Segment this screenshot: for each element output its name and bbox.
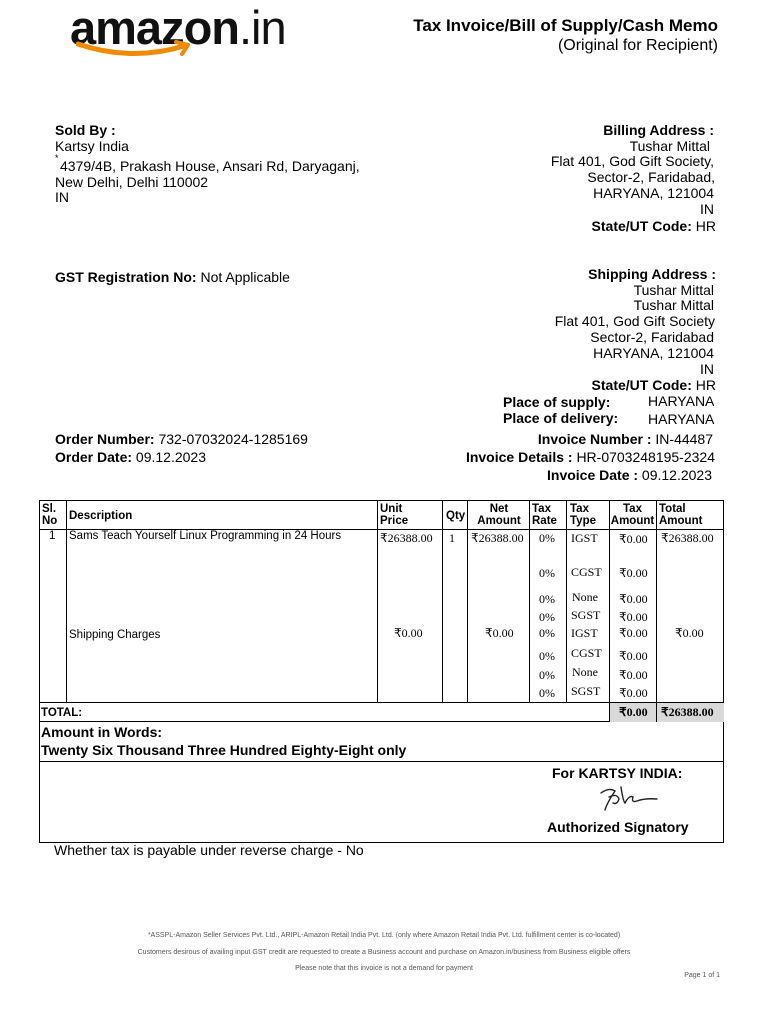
- invoice-title: Tax Invoice/Bill of Supply/Cash Memo: [413, 16, 718, 35]
- billing-state-label: State/UT Code:: [591, 218, 692, 234]
- item-tax-amount: ₹0.00: [619, 610, 648, 624]
- gst-value: Not Applicable: [200, 269, 290, 285]
- invoice-number-value: IN-44487: [655, 431, 713, 447]
- footer-gst-note: Customers desirous of availing input GST credit are requested to create a Business account and purchase on Amazon.in/business from Business eligible offers: [137, 949, 631, 956]
- total-label: TOTAL:: [41, 707, 83, 719]
- header-net-amount: Net Amount: [477, 503, 521, 527]
- item-tax-type: SGST: [571, 608, 601, 622]
- footer-disclaimer: *ASSPL-Amazon Seller Services Pvt. Ltd., ARIPL-Amazon Retail India Pvt. Ltd. (only where Amazon Retail India Pvt. Ltd. fulfillment center is co-located): [147, 932, 621, 939]
- billing-line: Tushar Mittal: [629, 138, 710, 154]
- invoice-date-value: 09.12.2023: [641, 467, 712, 483]
- for-seller-label: For KARTSY INDIA:: [552, 765, 683, 781]
- seller-address-line1: 4379/4B, Prakash House, Ansari Rd, Daryaganj,: [60, 158, 360, 174]
- reverse-charge-note: Whether tax is payable under reverse charge - No: [54, 842, 364, 858]
- order-date-label: Order Date:: [55, 449, 133, 465]
- item-tax-amount: ₹0.00: [619, 592, 648, 606]
- invoice-details-value: HR-0703248195-2324: [576, 449, 715, 465]
- logo-brand: amazon: [70, 1, 239, 54]
- item-sl-no: 1: [49, 530, 56, 542]
- order-number: [55, 431, 308, 447]
- shipping-total-amount: ₹0.00: [675, 626, 704, 640]
- place-of-supply-label: Place of supply:: [503, 394, 611, 410]
- shipping-tax-amount: ₹0.00: [619, 626, 648, 640]
- invoice-date: [547, 467, 712, 483]
- amazon-logo: [70, 2, 285, 62]
- item-qty: 1: [449, 531, 455, 545]
- billing-line: IN: [700, 201, 714, 217]
- logo-tld: .in: [239, 1, 286, 54]
- amount-in-words-label: Amount in Words:: [41, 724, 163, 740]
- item-tax-rate: 0%: [539, 566, 555, 580]
- shipping-tax-type: IGST: [571, 626, 598, 640]
- shipping-line: Flat 401, God Gift Society: [554, 313, 715, 329]
- billing-state: [592, 218, 716, 234]
- item-tax-type: CGST: [571, 565, 602, 579]
- amount-in-words-box: [39, 722, 724, 762]
- item-net-amount: ₹26388.00: [471, 531, 524, 545]
- shipping-tax-type: SGST: [571, 684, 601, 698]
- shipping-tax-type: CGST: [571, 646, 602, 660]
- shipping-tax-amount: ₹0.00: [619, 668, 648, 682]
- header-description: Description: [69, 510, 133, 522]
- invoice-number-label: Invoice Number :: [537, 431, 652, 447]
- billing-line: HARYANA, 121004: [593, 185, 714, 201]
- order-date: [55, 449, 206, 465]
- shipping-state: [592, 377, 716, 393]
- item-tax-rate: 0%: [539, 531, 555, 545]
- smile-arrow-icon: [76, 40, 196, 60]
- place-of-supply-value: HARYANA: [648, 393, 715, 409]
- shipping-address-label: Shipping Address :: [588, 266, 716, 282]
- shipping-line: Tushar Mittal: [633, 282, 714, 298]
- shipping-net-amount: ₹0.00: [485, 626, 514, 640]
- invoice-number: [538, 431, 713, 447]
- shipping-state-label: State/UT Code:: [591, 377, 692, 393]
- shipping-line: Sector-2, Faridabad: [590, 329, 714, 345]
- shipping-tax-amount: ₹0.00: [619, 686, 648, 700]
- seller-name: Kartsy India: [55, 138, 129, 154]
- billing-address-label: Billing Address :: [603, 122, 714, 138]
- header-tax-amount: Tax Amount: [610, 503, 655, 527]
- seller-star: *: [55, 153, 59, 163]
- billing-line: Sector-2, Faridabad,: [587, 169, 715, 185]
- gst-label: GST Registration No:: [55, 269, 197, 285]
- header-tax-type: Tax Type: [570, 503, 596, 527]
- item-tax-rate: 0%: [539, 610, 555, 624]
- order-number-label: Order Number:: [55, 431, 155, 447]
- shipping-charges-description: Shipping Charges: [69, 629, 161, 641]
- shipping-tax-rate: 0%: [539, 626, 555, 640]
- gst-registration: [55, 269, 290, 285]
- seller-address-line2: New Delhi, Delhi 110002: [55, 174, 209, 190]
- shipping-line: Tushar Mittal: [633, 297, 714, 313]
- items-table: [39, 500, 724, 722]
- item-tax-amount: ₹0.00: [619, 566, 648, 580]
- authorized-signatory-label: Authorized Signatory: [547, 819, 689, 835]
- header-total-amount: Total Amount: [659, 503, 703, 527]
- total-tax-amount: ₹0.00: [619, 705, 648, 719]
- item-unit-price: ₹26388.00: [380, 531, 433, 545]
- amount-in-words-value: Twenty Six Thousand Three Hundred Eighty-Eight only: [41, 742, 407, 758]
- header-tax-rate: Tax Rate: [532, 503, 557, 527]
- billing-state-value: HR: [695, 218, 716, 234]
- item-tax-type: None: [572, 590, 598, 604]
- place-of-delivery-value: HARYANA: [648, 411, 715, 427]
- header-unit-price: Unit Price: [380, 503, 409, 527]
- shipping-tax-rate: 0%: [539, 668, 555, 682]
- signature-image: [595, 783, 665, 813]
- footer-payment-note: Please note that this invoice is not a demand for payment: [295, 965, 473, 972]
- invoice-details-label: Invoice Details :: [465, 449, 573, 465]
- shipping-line: IN: [700, 361, 714, 377]
- item-total-amount: ₹26388.00: [661, 531, 714, 545]
- invoice-date-label: Invoice Date :: [547, 467, 639, 483]
- seller-country: IN: [55, 189, 69, 205]
- item-tax-amount: ₹0.00: [619, 532, 648, 546]
- invoice-subtitle: (Original for Recipient): [557, 37, 718, 54]
- grand-total-amount: ₹26388.00: [661, 705, 714, 719]
- billing-line: Flat 401, God Gift Society,: [550, 153, 714, 169]
- sold-by-label: Sold By :: [55, 122, 116, 138]
- item-tax-rate: 0%: [539, 592, 555, 606]
- order-date-value: 09.12.2023: [135, 449, 206, 465]
- page-number: Page 1 of 1: [684, 972, 720, 979]
- shipping-state-value: HR: [695, 377, 716, 393]
- order-number-value: 732-07032024-1285169: [158, 431, 308, 447]
- shipping-tax-rate: 0%: [539, 649, 555, 663]
- shipping-line: HARYANA, 121004: [593, 345, 714, 361]
- invoice-details: [466, 449, 715, 465]
- item-description: Sams Teach Yourself Linux Programming in 24 Hours: [69, 530, 342, 542]
- shipping-tax-amount: ₹0.00: [619, 649, 648, 663]
- header-qty: Qty: [446, 510, 466, 522]
- item-tax-type: IGST: [571, 531, 598, 545]
- header-sl-no: Sl. No: [42, 503, 58, 527]
- shipping-tax-rate: 0%: [539, 686, 555, 700]
- place-of-delivery-label: Place of delivery:: [503, 410, 619, 426]
- signatory-box: [39, 761, 724, 843]
- shipping-unit-price: ₹0.00: [394, 626, 423, 640]
- shipping-tax-type: None: [572, 665, 598, 679]
